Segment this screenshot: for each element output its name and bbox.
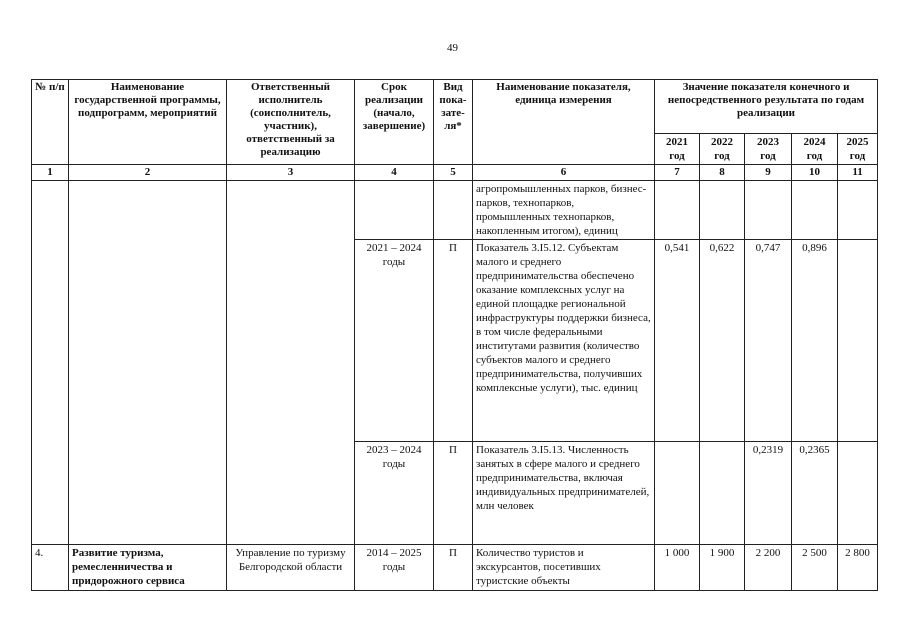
cell-value-2023: 0,747 — [745, 240, 792, 442]
cell-value-2021 — [655, 442, 700, 545]
cell-value-2022 — [700, 181, 745, 240]
cell-value-2024 — [792, 181, 838, 240]
column-numbers-row — [32, 165, 878, 181]
cell-term: 2021 – 2024 годы — [355, 240, 434, 442]
column-number: 2 — [69, 165, 227, 181]
cell-indicator: агропромышленных парков, бизнес-парков, технопарков, промышленных технопарков, накопленным итогом), единиц — [473, 181, 655, 240]
cell-value-2023: 2 200 — [745, 545, 792, 591]
cell-value-2022: 0,622 — [700, 240, 745, 442]
page-number: 49 — [447, 42, 458, 54]
column-number: 7 — [655, 165, 700, 181]
cell-value-2024: 0,896 — [792, 240, 838, 442]
header-executor: Ответственный исполнитель (соисполнитель, участник), ответственный за реализацию — [227, 80, 355, 165]
cell-value-2025 — [838, 240, 878, 442]
cell-value-2021: 1 000 — [655, 545, 700, 591]
header-year-2021: 2021 год — [655, 134, 700, 165]
header-indicator-kind: Вид пока-зате-ля* — [434, 80, 473, 165]
cell-term — [355, 181, 434, 240]
cell-value-2023: 0,2319 — [745, 442, 792, 545]
column-number: 10 — [792, 165, 838, 181]
cell-program-name: Развитие туризма, ремесленничества и придорожного сервиса — [69, 545, 227, 591]
header-year-2025: 2025 год — [838, 134, 878, 165]
header-term: Срок реализации (начало, завершение) — [355, 80, 434, 165]
cell-indicator: Показатель 3.I5.12. Субъектам малого и среднего предпринимательства обеспечено оказание комплексных услуг на единой площадке региональной инфраструктуры поддержки бизнеса, в том числе федеральными институтами развития (количество субъектов малого и среднего предпринимательства, получивших комплексные услуги), тыс. единиц — [473, 240, 655, 442]
cell-executor: Управление по туризму Белгородской области — [227, 545, 355, 591]
cell-value-2021: 0,541 — [655, 240, 700, 442]
table-row — [32, 181, 878, 240]
cell-kind: П — [434, 545, 473, 591]
cell-indicator: Показатель 3.I5.13. Численность занятых в сфере малого и среднего предпринимательства, включая индивидуальных предпринимателей, млн человек — [473, 442, 655, 545]
cell-value-2024: 2 500 — [792, 545, 838, 591]
cell-term: 2014 – 2025 годы — [355, 545, 434, 591]
column-number: 8 — [700, 165, 745, 181]
cell-number — [32, 181, 69, 545]
cell-value-2021 — [655, 181, 700, 240]
header-values-group: Значение показателя конечного и непосредственного результата по годам реализации — [655, 80, 878, 134]
cell-executor — [227, 181, 355, 545]
header-program-name: Наименование государственной программы, подпрограмм, мероприятий — [69, 80, 227, 165]
cell-value-2022: 1 900 — [700, 545, 745, 591]
cell-value-2022 — [700, 442, 745, 545]
cell-indicator: Количество туристов и экскурсантов, посетивших туристские объекты — [473, 545, 655, 591]
cell-value-2025: 2 800 — [838, 545, 878, 591]
cell-program-name — [69, 181, 227, 545]
header-year-2023: 2023 год — [745, 134, 792, 165]
cell-kind: П — [434, 442, 473, 545]
cell-kind: П — [434, 240, 473, 442]
cell-value-2025 — [838, 442, 878, 545]
column-number: 3 — [227, 165, 355, 181]
column-number: 5 — [434, 165, 473, 181]
column-number: 1 — [32, 165, 69, 181]
cell-value-2024: 0,2365 — [792, 442, 838, 545]
column-number: 9 — [745, 165, 792, 181]
cell-term: 2023 – 2024 годы — [355, 442, 434, 545]
column-number: 6 — [473, 165, 655, 181]
header-indicator-name: Наименование показателя, единица измерения — [473, 80, 655, 165]
table-row — [32, 545, 878, 591]
cell-kind — [434, 181, 473, 240]
cell-value-2023 — [745, 181, 792, 240]
header-number: № п/п — [32, 80, 69, 165]
cell-value-2025 — [838, 181, 878, 240]
column-number: 11 — [838, 165, 878, 181]
column-number: 4 — [355, 165, 434, 181]
indicators-table — [31, 79, 878, 591]
header-year-2022: 2022 год — [700, 134, 745, 165]
cell-number: 4. — [32, 545, 69, 591]
header-year-2024: 2024 год — [792, 134, 838, 165]
